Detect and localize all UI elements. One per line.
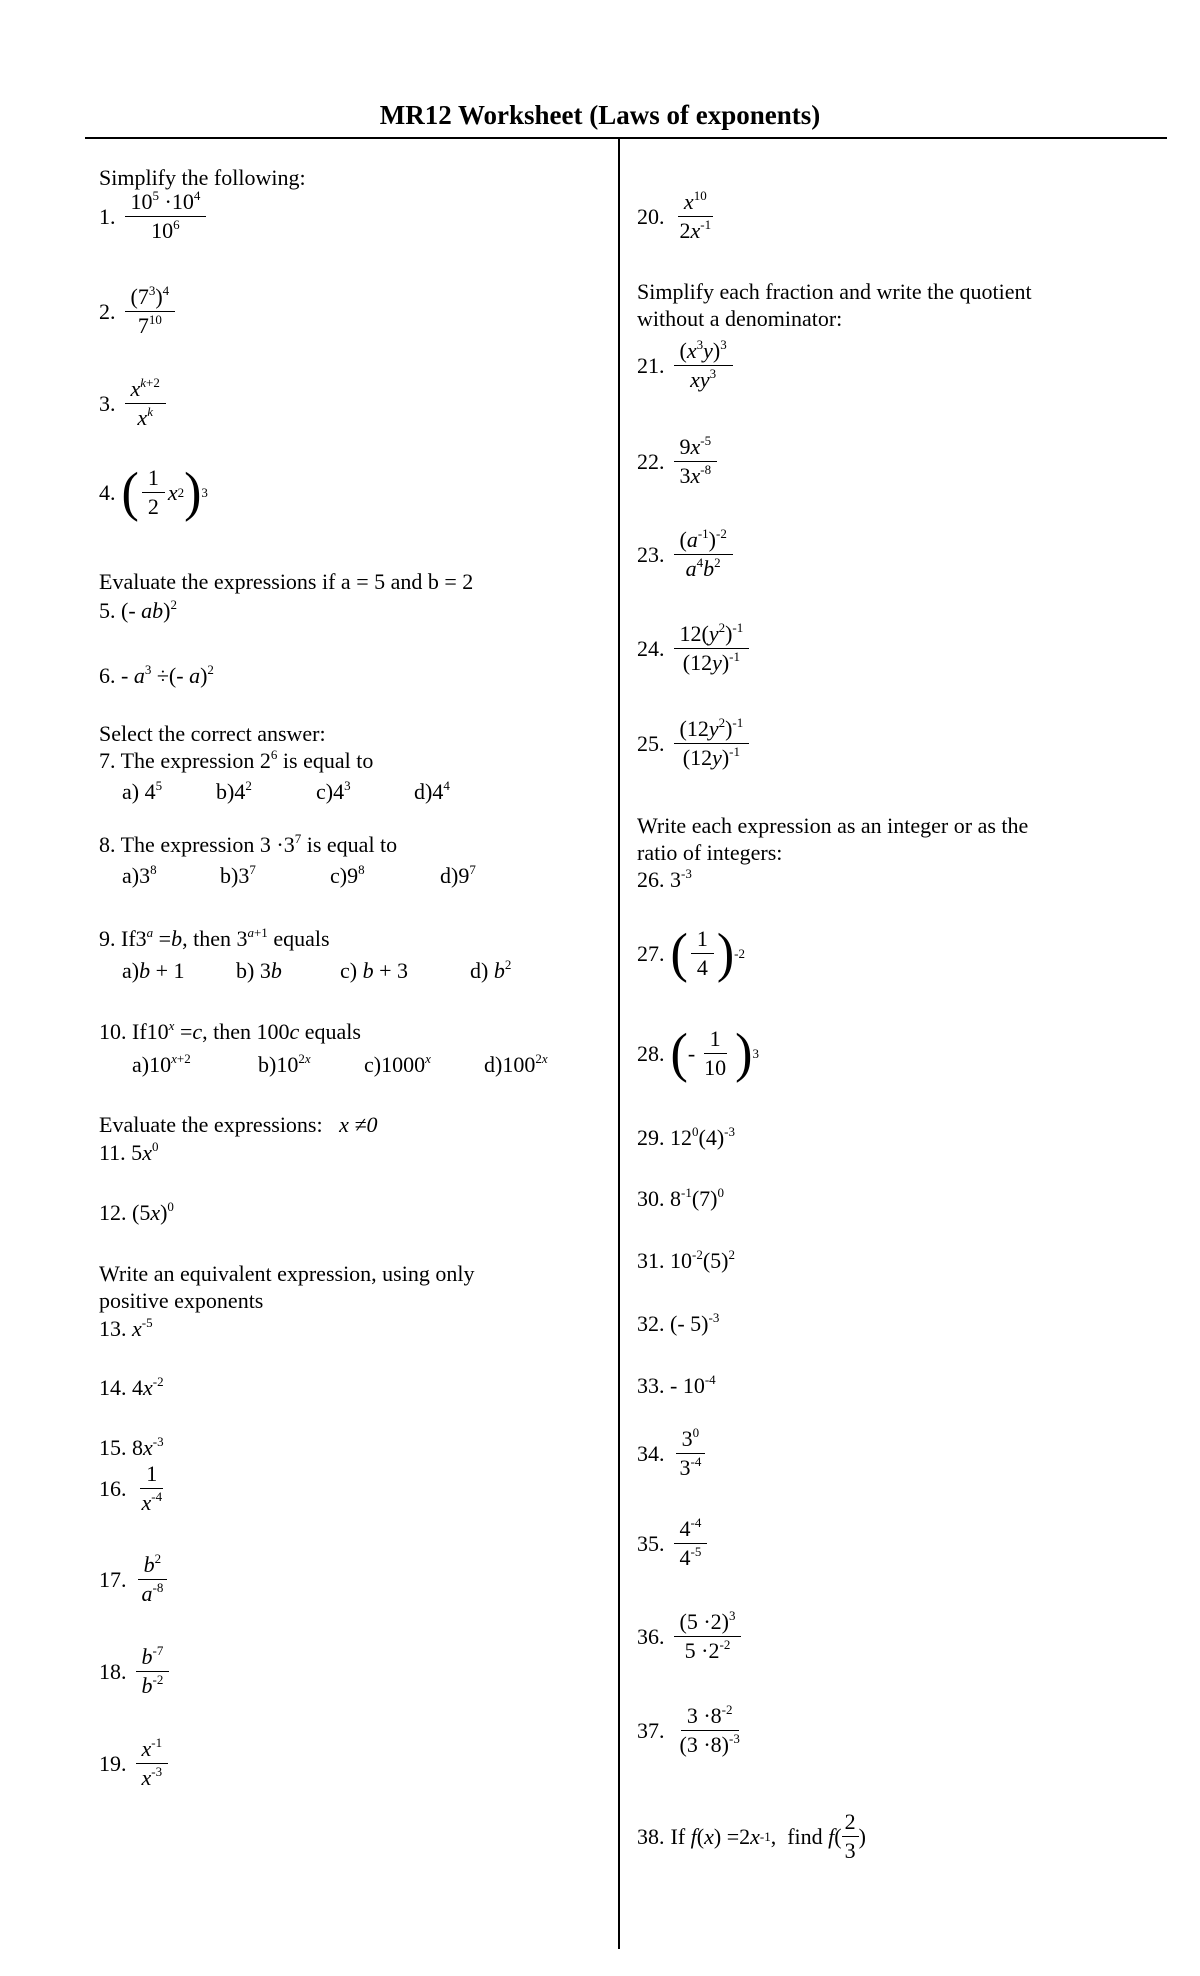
section-quotient-line1: Simplify each fraction and write the quotient [637, 279, 1032, 304]
question-5: 5. (- ab)$^2$ [99, 597, 177, 623]
question-9: 9. $If3^a =b$, then $3^{a+1}$ equals [99, 925, 330, 951]
question-13: 13. $x^{-5}$ [99, 1315, 153, 1341]
question-4: 4. ( $\frac{1}{2}$ x 2 ) 3 [99, 462, 208, 522]
question-38: 38. If f ( x ) =2 x -1 , find f ( $\frac{2}{3}$ ) [637, 1809, 866, 1863]
question-28: 28. ( - $\frac{1}{10}$ ) 3 [637, 1023, 759, 1083]
question-11: 11. $5x^0$ [99, 1139, 159, 1165]
title-rule [85, 137, 1167, 139]
question-8-choices: $a)3^8$ $b)3^7$ $c)9^8$ $d)9^7$ [122, 862, 476, 888]
page-title: MR12 Worksheet (Laws of exponents) [379, 100, 821, 130]
section-simplify: Simplify the following: [99, 165, 306, 190]
question-12: 12. $(5x)^0$ [99, 1199, 174, 1225]
question-27: 27. ( $\frac{1}{4}$ ) -2 [637, 923, 745, 983]
question-19: 19. $\frac{x^{-1}}{x^{-3}}$ [99, 1735, 171, 1792]
question-9-choices: a)b + 1 b) 3b c) b + 3 d) $b^2$ [122, 957, 512, 983]
question-23: 23. $\frac{(a^{-1})^{-2}}{a^4b^2}$ [637, 526, 736, 583]
question-17: 17. $\frac{b^2}{a^{-8}}$ [99, 1551, 172, 1608]
question-6: 6. - $a^3$ ÷(- a)$^2$ [99, 662, 214, 688]
question-29: 29. $12^0(4)^{-3}$ [637, 1124, 735, 1150]
section-select: Select the correct answer: [99, 721, 326, 746]
section-integer-line1: Write each expression as an integer or as the [637, 813, 1029, 838]
question-33: 33. - $10^{-4}$ [637, 1372, 716, 1398]
question-7: 7. The expression $2^6$ is equal to [99, 747, 374, 773]
question-8: 8. The expression $3 \cdot 3^7$ is equal to [99, 831, 398, 857]
question-14: 14. $4x^{-2}$ [99, 1374, 164, 1400]
question-35: 35. $\frac{4^{-4}}{4^{-5}}$ [637, 1515, 710, 1572]
question-18: 18. $\frac{b^{-7}}{b^{-2}}$ [99, 1643, 172, 1700]
section-positive-line1: Write an equivalent expression, using only [99, 1261, 475, 1286]
question-3: 3. $\frac{x^{k+2}}{x^k}$ [99, 375, 169, 432]
section-positive-line2: positive exponents [99, 1288, 264, 1313]
section-evaluate-ab: Evaluate the expressions if a = 5 and b = 2 [99, 569, 474, 594]
question-2: 2. $\frac{(7^3)^4}{7^{10}}$ [99, 283, 178, 340]
question-30: 30. $8^{-1}(7)^0$ [637, 1185, 724, 1211]
question-20: 20. $\frac{x^{10}}{2x^{-1}}$ [637, 188, 712, 243]
question-10-choices: $a)10^{x+2}$ $b)10^{2x}$ c)1000$^x$ $d)100^{2x}$ [132, 1051, 548, 1077]
section-integer-line2: ratio of integers: [637, 840, 783, 865]
question-21: 21. $\frac{(x^3y)^3}{xy^3}$ [637, 337, 736, 394]
question-36: 36. $\frac{(5 \cdot 2)^3}{5 \cdot 2^{-2}}$ [637, 1608, 744, 1665]
question-24: 24. $\frac{12(y^2)^{-1}}{(12y)^{-1}}$ [637, 620, 752, 677]
question-16: 16. $\frac{1}{x^{-4}}$ [99, 1461, 163, 1515]
section-evaluate-x: Evaluate the expressions: x ≠0 [99, 1112, 378, 1137]
question-32: 32. (- 5)$^{-3}$ [637, 1310, 720, 1336]
question-10: 10. $If10^x =c$, then 100c equals [99, 1018, 361, 1044]
question-7-choices: a) $4^5$ $b)4^2$ $c)4^3$ $d)4^4$ [122, 778, 450, 804]
column-divider [618, 139, 620, 1949]
question-26: 26. $3^{-3}$ [637, 866, 692, 892]
question-31: 31. $10^{-2}(5)^2$ [637, 1247, 735, 1273]
question-15: 15. $8x^{-3}$ [99, 1434, 164, 1460]
section-quotient-line2: without a denominator: [637, 306, 843, 331]
question-37: 37. $\frac{3 \cdot 8^{-2}}{(3 \cdot 8)^{-3}}$ [637, 1702, 740, 1757]
question-1: 1. $\frac{10^5 \cdot 10^4}{10^6}$ [99, 188, 209, 245]
question-34: 34. $\frac{3^0}{3^{-4}}$ [637, 1425, 710, 1482]
question-25: 25. $\frac{(12y^2)^{-1}}{(12y)^{-1}}$ [637, 715, 752, 772]
question-22: 22. $\frac{9x^{-5}}{3x^{-8}}$ [637, 433, 720, 490]
